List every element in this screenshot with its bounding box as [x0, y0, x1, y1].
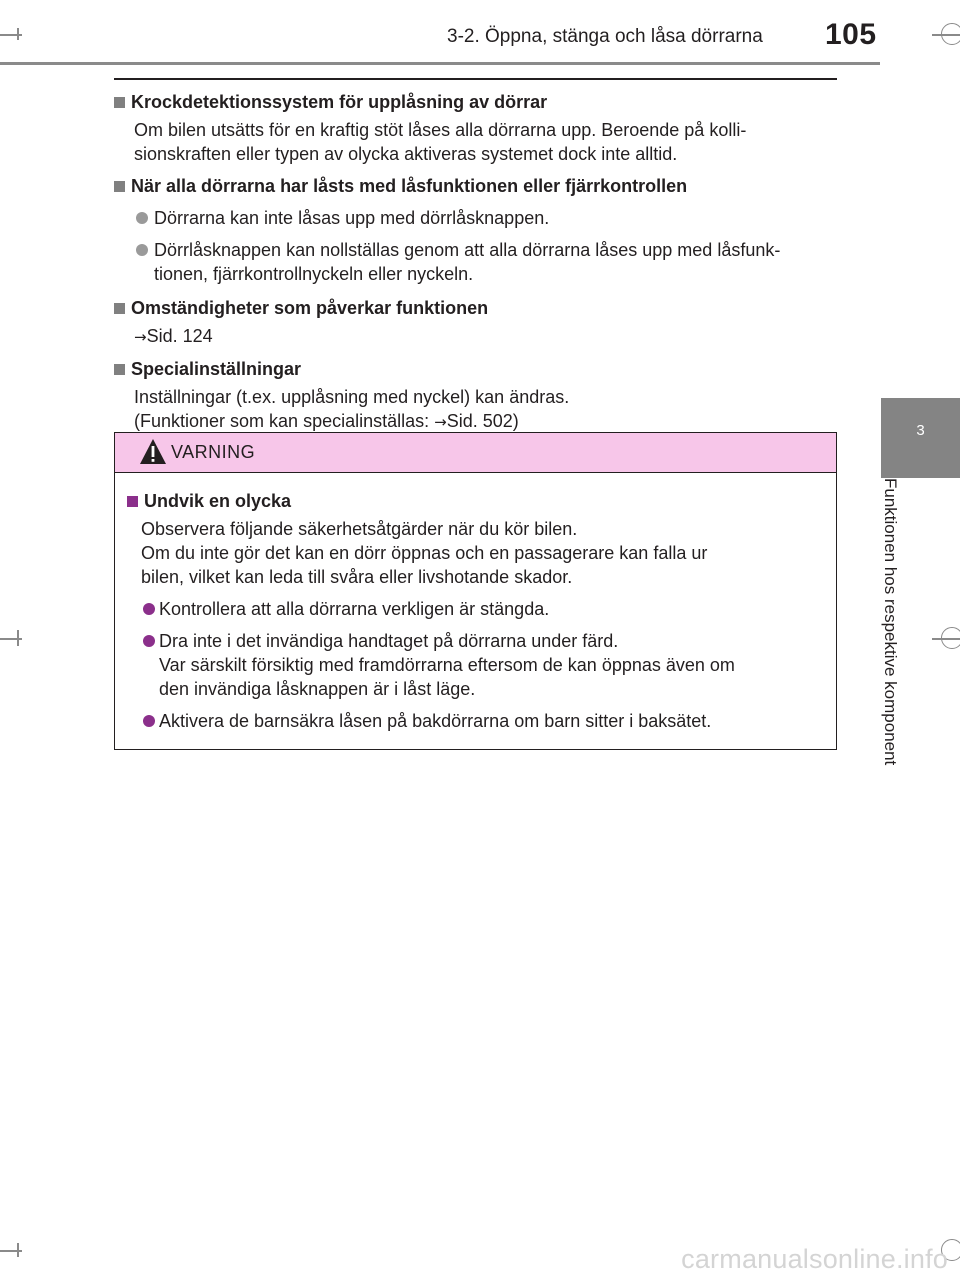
header-rule [0, 62, 880, 65]
list-item-line: Dörrlåsknappen kan nollställas genom att alla dörrarna låses upp med låsfunk- [154, 240, 781, 260]
circle-bullet-icon [143, 635, 155, 647]
section-heading [114, 90, 840, 114]
circle-bullet-icon [143, 603, 155, 615]
circle-bullet-icon [143, 715, 155, 727]
warning-title: VARNING [171, 442, 256, 462]
chapter-label: Funktionen hos respektive komponent [881, 478, 900, 766]
paragraph-text: (Funktioner som kan specialinställas: [134, 411, 435, 431]
crop-mark [0, 34, 22, 36]
list-item-line: den invändiga låsknappen är i låst läge. [159, 679, 476, 699]
page-reference-link[interactable]: Sid. 502) [446, 411, 519, 431]
chapter-label-wrap [881, 478, 919, 828]
paragraph-line: Inställningar (t.ex. upplåsning med nyckel) kan ändras. [134, 387, 570, 407]
square-bullet-icon [114, 303, 125, 314]
warning-header [115, 433, 836, 473]
crop-mark [932, 638, 960, 640]
crop-mark [0, 638, 22, 640]
list-item-line: Var särskilt försiktig med framdörrarna eftersom de kan öppnas även om [159, 655, 735, 675]
warning-list-item [127, 597, 831, 621]
list-item-line: Kontrollera att alla dörrarna verkligen är stängda. [159, 599, 550, 619]
crop-mark [17, 630, 19, 646]
crop-mark [17, 1243, 19, 1257]
crop-mark [17, 28, 19, 40]
list-item [114, 238, 840, 286]
page-reference-link[interactable]: Sid. 124 [146, 326, 213, 346]
page-reference [134, 324, 840, 349]
section-heading-text: Krockdetektionssystem för upplåsning av dörrar [131, 92, 548, 112]
section-heading-text: Omständigheter som påverkar funktionen [131, 298, 489, 318]
paragraph-line: Om bilen utsätts för en kraftig stöt låses alla dörrarna upp. Beroende på kolli- [134, 120, 747, 140]
square-bullet-icon [114, 97, 125, 108]
warning-paragraph [141, 517, 831, 589]
list-item [114, 206, 840, 230]
section-heading [114, 357, 840, 381]
crop-mark [932, 34, 960, 36]
page-number: 105 [825, 18, 877, 51]
arrow-icon: → [434, 413, 447, 431]
section-heading-text: När alla dörrarna har låsts med låsfunktionen eller fjärrkontrollen [131, 176, 688, 196]
arrow-icon: → [134, 328, 147, 346]
section-heading [114, 296, 840, 320]
chapter-number: 3 [916, 422, 925, 439]
list-item-line: Dörrarna kan inte låsas upp med dörrlåsknappen. [154, 208, 550, 228]
warning-body [127, 489, 831, 733]
circle-bullet-icon [136, 244, 148, 256]
main-content [114, 90, 840, 434]
warning-box [114, 432, 837, 750]
warning-heading [127, 489, 831, 513]
warning-heading-text: Undvik en olycka [144, 491, 292, 511]
paragraph-line: Observera följande säkerhetsåtgärder när du kör bilen. [141, 519, 578, 539]
list-item-line: Aktivera de barnsäkra låsen på bakdörrarna om barn sitter i baksätet. [159, 711, 712, 731]
content-top-rule [114, 78, 837, 80]
crop-mark [0, 1250, 22, 1252]
paragraph-line: bilen, vilket kan leda till svåra eller livshotande skador. [141, 567, 573, 587]
running-header: 3-2. Öppna, stänga och låsa dörrarna [447, 26, 763, 47]
warning-triangle-icon [139, 438, 167, 465]
warning-list-item [127, 709, 831, 733]
square-bullet-icon [114, 181, 125, 192]
paragraph-line: Om du inte gör det kan en dörr öppnas och en passagerare kan falla ur [141, 543, 708, 563]
list-item-line: Dra inte i det invändiga handtaget på dörrarna under färd. [159, 631, 619, 651]
section-heading [114, 174, 840, 198]
square-bullet-icon [127, 496, 138, 507]
section-heading-text: Specialinställningar [131, 359, 302, 379]
circle-bullet-icon [136, 212, 148, 224]
square-bullet-icon [114, 364, 125, 375]
paragraph-line [134, 409, 840, 434]
warning-list-item [127, 629, 831, 701]
chapter-tab [881, 398, 960, 478]
paragraph-line: sionskraften eller typen av olycka aktiveras systemet dock inte alltid. [134, 144, 678, 164]
paragraph [134, 385, 840, 434]
list-item-line: tionen, fjärrkontrollnyckeln eller nyckeln. [154, 264, 474, 284]
paragraph [134, 118, 840, 166]
watermark: carmanualsonline.info [681, 1244, 948, 1274]
